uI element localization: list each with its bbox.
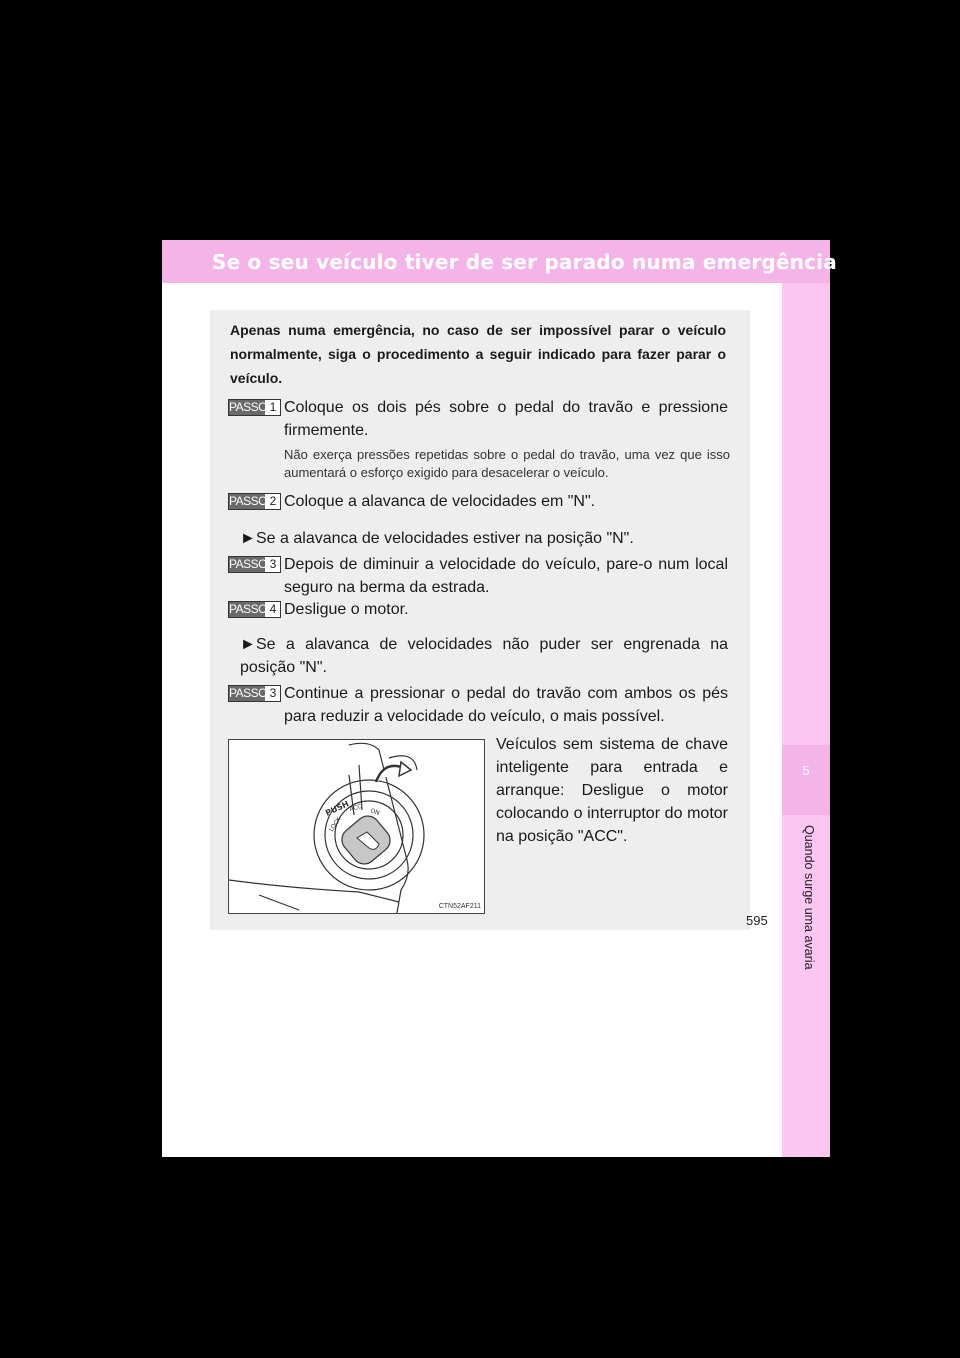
ignition-key-drawing bbox=[229, 740, 484, 913]
step-text: Continue a pressionar o pedal do travão com ambos os pés para reduzir a velocidade do veículo, o mais possível. bbox=[284, 685, 728, 725]
step-badge-number: 1 bbox=[269, 400, 277, 414]
step-badge-word: PASSO bbox=[229, 686, 267, 700]
page-number: 595 bbox=[746, 913, 768, 928]
step-badge-number: 4 bbox=[269, 602, 277, 616]
chapter-side-strip bbox=[782, 283, 830, 1157]
on-label: ON bbox=[369, 807, 381, 818]
section-header bbox=[162, 240, 837, 283]
condition-b bbox=[240, 633, 728, 679]
step-badge-word: PASSO bbox=[229, 494, 267, 508]
condition-a-text: Se a alavanca de velocidades estiver na posição "N". bbox=[256, 530, 634, 547]
content-box bbox=[210, 310, 750, 930]
step-badge bbox=[228, 685, 281, 702]
step-badge-number: 3 bbox=[269, 686, 277, 700]
step-text: Depois de diminuir a velocidade do veículo, pare-o num local seguro na berma da estrada. bbox=[284, 556, 728, 596]
condition-a bbox=[240, 527, 728, 550]
step-badge bbox=[228, 556, 281, 573]
step-1-note: Não exerça pressões repetidas sobre o pedal do travão, uma vez que isso aumentará o esforço exigido para desacelerar o veículo. bbox=[284, 447, 730, 480]
triangle-arrow-icon: ► bbox=[240, 636, 256, 653]
step-badge-word: PASSO bbox=[229, 557, 267, 571]
step-text: Coloque os dois pés sobre o pedal do travão e pressione firmemente. bbox=[284, 399, 728, 439]
condition-b-text: Se a alavanca de velocidades não puder ser engrenada na posição "N". bbox=[240, 636, 728, 676]
ignition-switch-illustration bbox=[228, 739, 485, 914]
step-text: Desligue o motor. bbox=[284, 601, 409, 618]
chapter-number: 5 bbox=[802, 763, 810, 778]
step-badge-number: 2 bbox=[269, 494, 277, 508]
intro-text: Apenas numa emergência, no caso de ser impossível parar o veículo normalmente, siga o procedimento a seguir indicado para fazer parar o veículo. bbox=[230, 322, 726, 386]
chapter-tab bbox=[782, 745, 830, 815]
push-label: PUSH bbox=[324, 799, 351, 818]
step-badge-number: 3 bbox=[269, 557, 277, 571]
section-title: Se o seu veículo tiver de ser parado numa emergência bbox=[212, 250, 837, 274]
step-text: Coloque a alavanca de velocidades em "N". bbox=[284, 493, 596, 510]
step-badge-word: PASSO bbox=[229, 602, 267, 616]
step-4b-text: Veículos sem sistema de chave inteligente para entrada e arranque: Desligue o motor colocando o interruptor do motor na posição "ACC". bbox=[496, 736, 728, 845]
acc-label: ACC bbox=[348, 802, 363, 813]
chapter-label bbox=[802, 825, 816, 1005]
figure-caption: CTN52AF211 bbox=[438, 903, 481, 910]
lock-label: LOCK bbox=[327, 816, 343, 834]
step-badge-word: PASSO bbox=[229, 400, 267, 414]
step-badge bbox=[228, 601, 281, 618]
triangle-arrow-icon: ► bbox=[240, 530, 256, 547]
chapter-label-text: Quando surge uma avaria bbox=[802, 825, 816, 970]
step-badge bbox=[228, 493, 281, 510]
step-badge bbox=[228, 399, 281, 416]
manual-page bbox=[162, 240, 837, 1157]
